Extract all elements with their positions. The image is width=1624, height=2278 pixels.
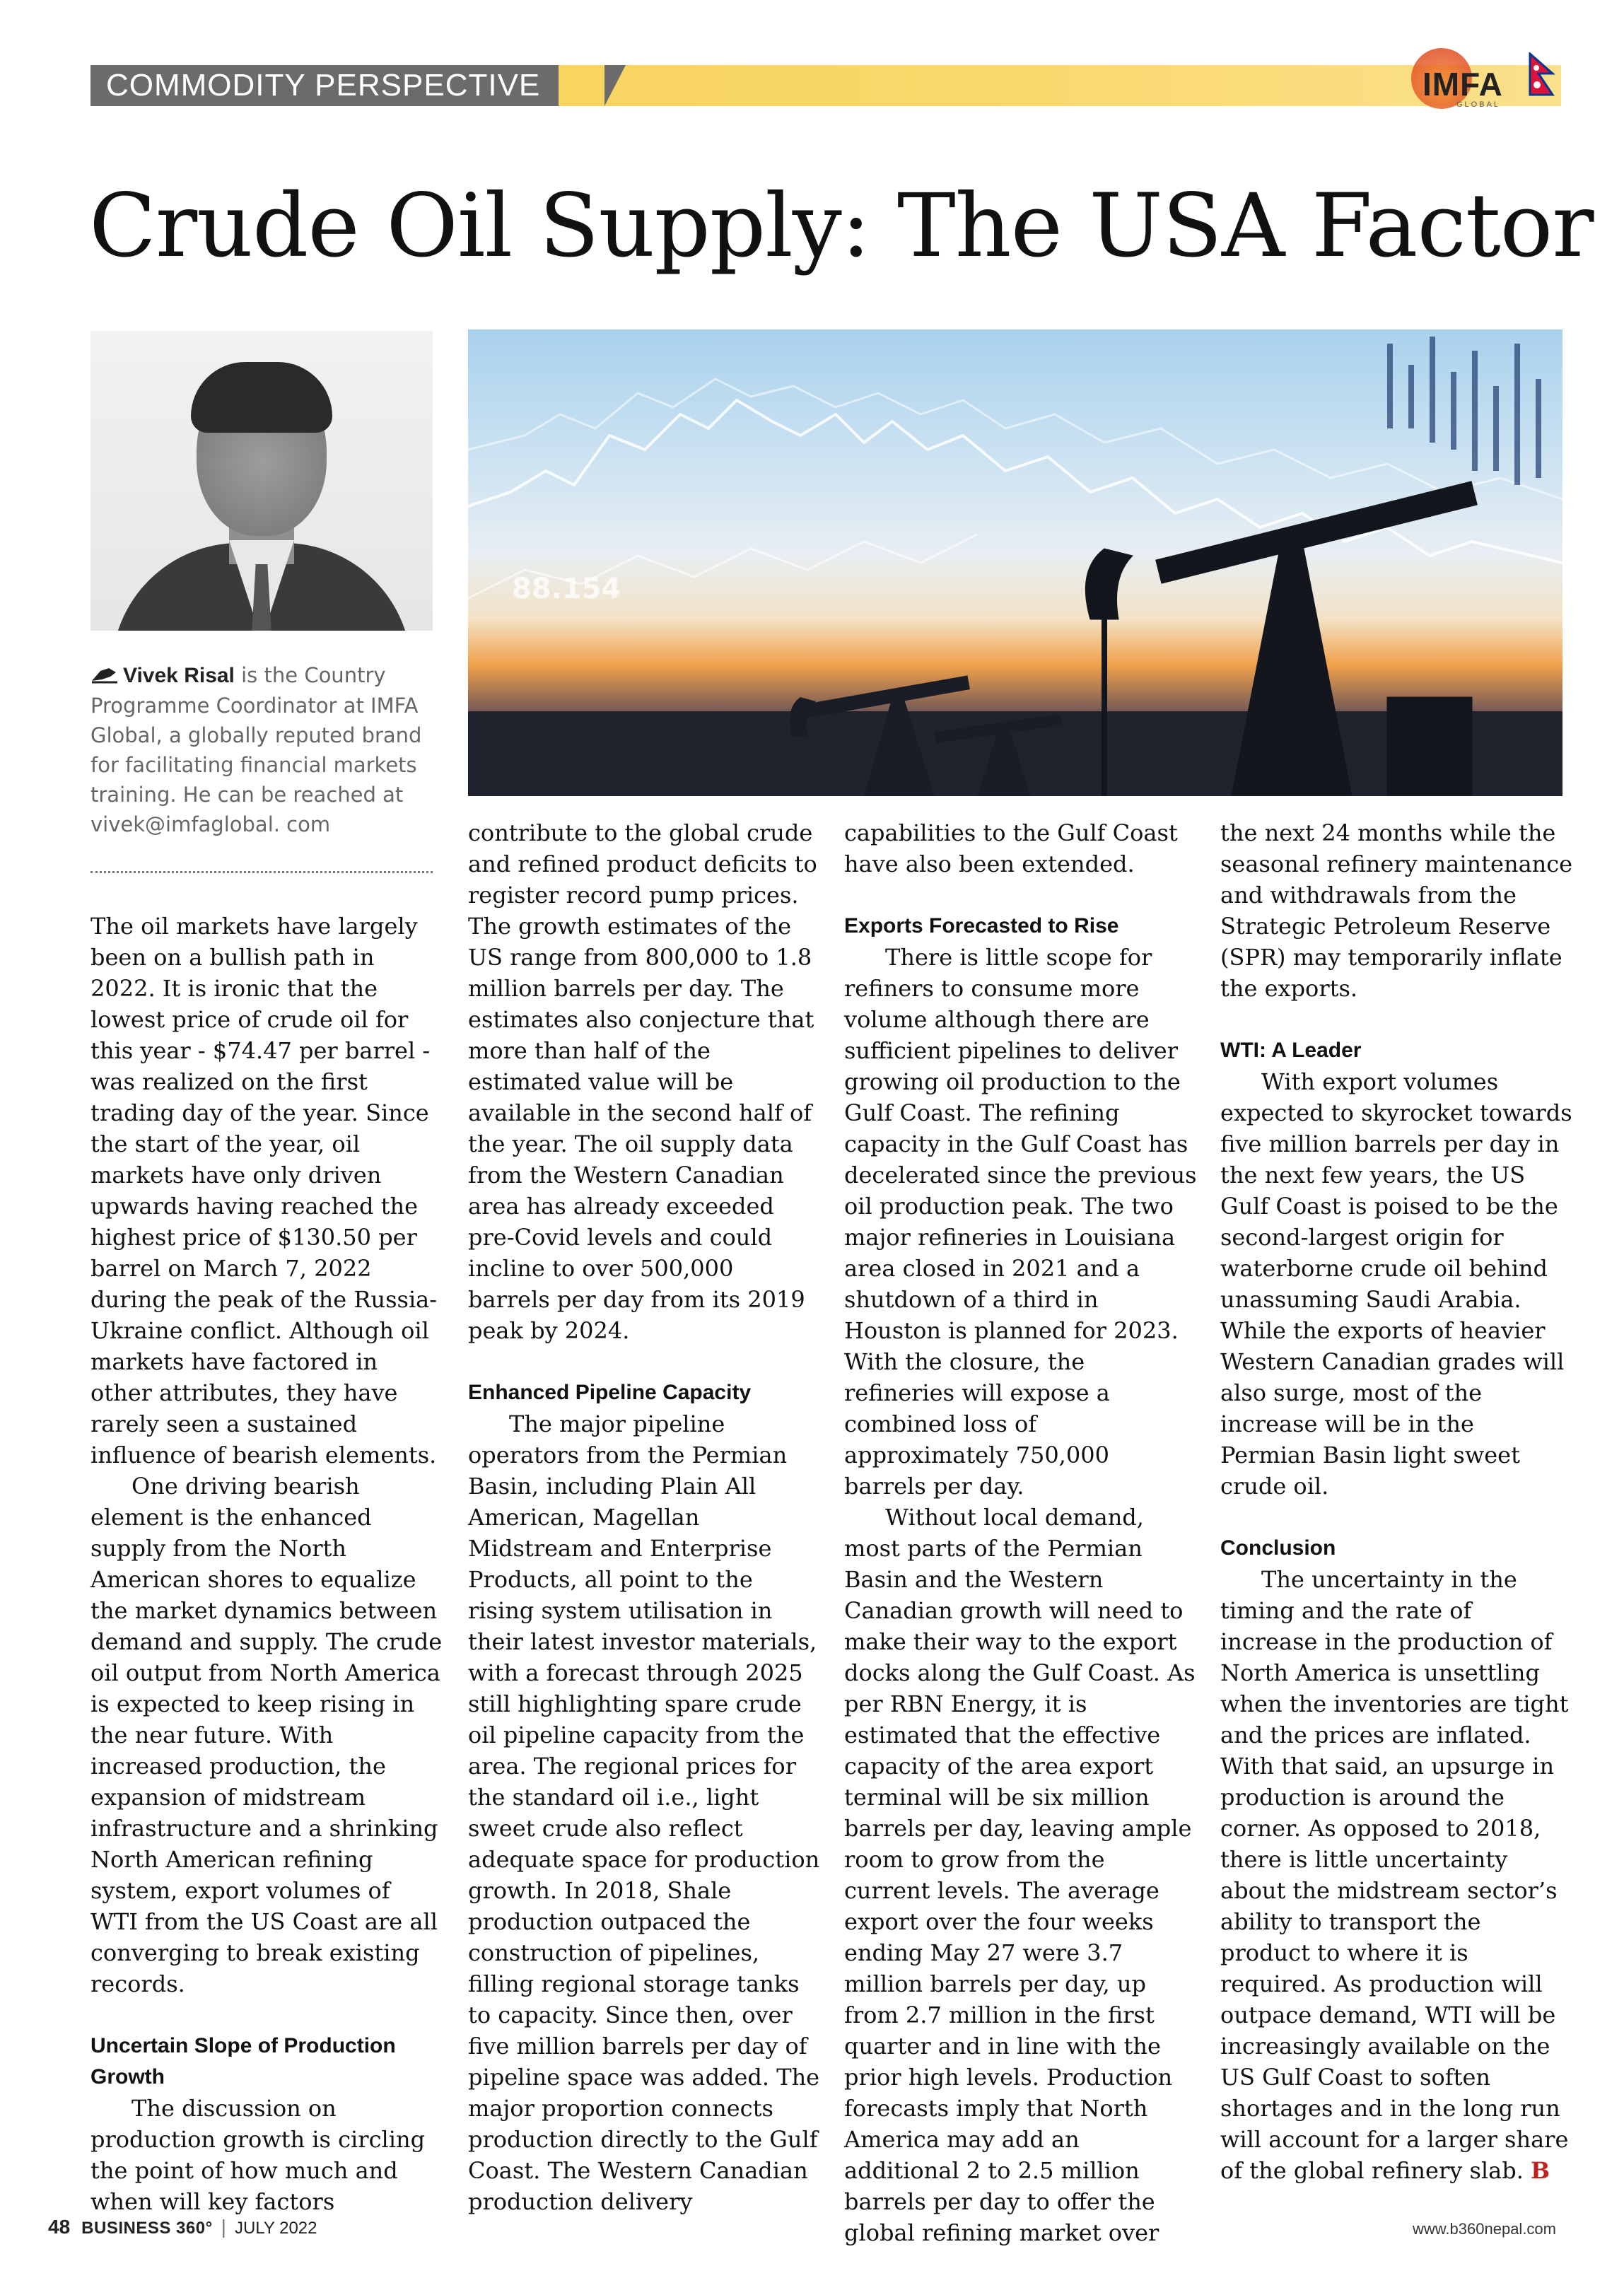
logo-sub: GLOBAL (1456, 100, 1501, 109)
author-photo (90, 331, 433, 631)
nepal-flag-icon (1529, 52, 1555, 98)
paragraph: The oil markets have largely been on a bullish path in 2022. It is ironic that the lowest price of crude oil for this year - $74.47 per barrel - was realized on the first trading day of the year. Since the start of the year, oil markets have only driven upwards having reached the highest price of $130.50 per barrel on March 7, 2022 during the peak of the Russia-Ukraine conflict. Although oil markets have factored in other attributes, they have rarely seen a sustained influence of bearish elements. (90, 913, 438, 1468)
conclusion-text: The uncertainty in the timing and the rate of increase in the production of North America is unsettling when the inventories are tight and the prices are inflated. With that said, an upsurge in production is around the corner. As opposed to 2018, there is little uncertainty about the midstream sector’s ability to transport the product to where it is required. As production will outpace demand, WTI will be increasingly available on the US Gulf Coast to soften shortages and in the long run will account for a larger share of the global refinery slab. (1220, 1566, 1569, 2184)
end-mark: B (1531, 2157, 1550, 2184)
bio-divider (90, 871, 433, 873)
column-2 (468, 817, 822, 2217)
column-1 (90, 911, 443, 2217)
subheading: Uncertain Slope of Production Growth (90, 2034, 396, 2089)
paragraph: There is little scope for refiners to consume more volume although there are sufficient pipelines to deliver growing oil production to the Gulf Coast. The refining capacity in the Gulf Coast has decelerated since the previous oil production peak. The two major refineries in Louisiana area closed in 2021 and a shutdown of a third in Houston is planned for 2023. With the closure, the refineries will expose a combined loss of approximately 750,000 barrels per day. (844, 944, 1197, 1500)
paragraph: the next 24 months while the seasonal refinery maintenance and withdrawals from the Strategic Petroleum Reserve (SPR) may temporarily inflate the exports. (1220, 819, 1573, 1002)
author-bio-text: is the Country Programme Coordinator at IMFA Global, a globally reputed brand for facilitating financial markets training. He can be reached at vivek@imfaglobal. com (90, 663, 422, 836)
oil-pumpjacks-illustration (468, 329, 1562, 796)
column-4 (1220, 817, 1574, 2186)
imfa-logo (1407, 42, 1562, 113)
paragraph: The major pipeline operators from the Permian Basin, including Plain All American, Magellan Midstream and Enterprise Products, all point to the rising system utilisation in their latest investor materials, with a forecast through 2025 still highlighting spare crude oil pipeline capacity from the area. The regional prices for the standard oil i.e., light sweet crude also reflect adequate space for production growth. In 2018, Shale production outpaced the construction of pipelines, filling regional storage tanks to capacity. Since then, over five million barrels per day of pipeline space was added. The major proportion connects production directly to the Gulf Coast. The Western Canadian production delivery (468, 1410, 820, 2215)
column-3 (844, 817, 1198, 2248)
paragraph: capabilities to the Gulf Coast have also been extended. (844, 819, 1178, 877)
article-title: Crude Oil Supply: The USA Factor (89, 175, 1594, 277)
subheading: Enhanced Pipeline Capacity (468, 1381, 752, 1404)
section-tag-notch (604, 65, 626, 106)
section-tag: COMMODITY PERSPECTIVE (90, 65, 559, 106)
subheading: Conclusion (1220, 1536, 1336, 1560)
pen-icon (90, 665, 119, 684)
magazine-name: BUSINESS 360° (81, 2219, 213, 2238)
subheading: Exports Forecasted to Rise (844, 914, 1119, 938)
paragraph: With export volumes expected to skyrocket towards five million barrels per day in the next few years, the US Gulf Coast is poised to be the second-largest origin for waterborne crude oil behind unassuming Saudi Arabia. While the exports of heavier Western Canadian grades will also surge, most of the increase will be in the Permian Basin light sweet crude oil. (1220, 1068, 1572, 1500)
footer-left (48, 2216, 317, 2238)
paragraph-conclusion (1220, 1564, 1574, 2186)
logo-word: IMFA (1423, 66, 1503, 103)
author-bio (90, 660, 433, 839)
paragraph: One driving bearish element is the enhanced supply from the North American shores to equalize the market dynamics between demand and supply. The crude oil output from North America is expected to keep rising in the near future. With increased production, the expansion of midstream infrastructure and a shrinking North American refining system, export volumes of WTI from the US Coast are all converging to break existing records. (90, 1473, 443, 1997)
hero-ticker: 88.154 (512, 573, 621, 605)
website-link[interactable]: www.b360nepal.com (1412, 2220, 1556, 2238)
author-name: Vivek Risal (123, 664, 235, 687)
footer-separator: | (221, 2216, 226, 2238)
paragraph: Without local demand, most parts of the Permian Basin and the Western Canadian growth will need to make their way to the export docks along the Gulf Coast. As per RBN Energy, it is estimated that the effective capacity of the area export terminal will be six million barrels per day, leaving ample room to grow from the current levels. The average export over the four weeks ending May 27 were 3.7 million barrels per day, up from 2.7 million in the first quarter and in line with the prior high levels. Production forecasts imply that North America may add an additional 2 to 2.5 million barrels per day to offer the global refining market over (844, 1504, 1196, 2246)
paragraph: The discussion on production growth is circling the point of how much and when will key factors (90, 2095, 426, 2215)
subheading: WTI: A Leader (1220, 1039, 1362, 1062)
page-number: 48 (48, 2216, 71, 2238)
issue-date: JULY 2022 (234, 2219, 317, 2238)
hero-image (468, 329, 1562, 796)
paragraph: contribute to the global crude and refined product deficits to register record pump prices. The growth estimates of the US range from 800,000 to 1.8 million barrels per day. The estimates also conjecture that more than half of the estimated value will be available in the second half of the year. The oil supply data from the Western Canadian area has already exceeded pre-Covid levels and could incline to over 500,000 barrels per day from its 2019 peak by 2024. (468, 819, 817, 1344)
